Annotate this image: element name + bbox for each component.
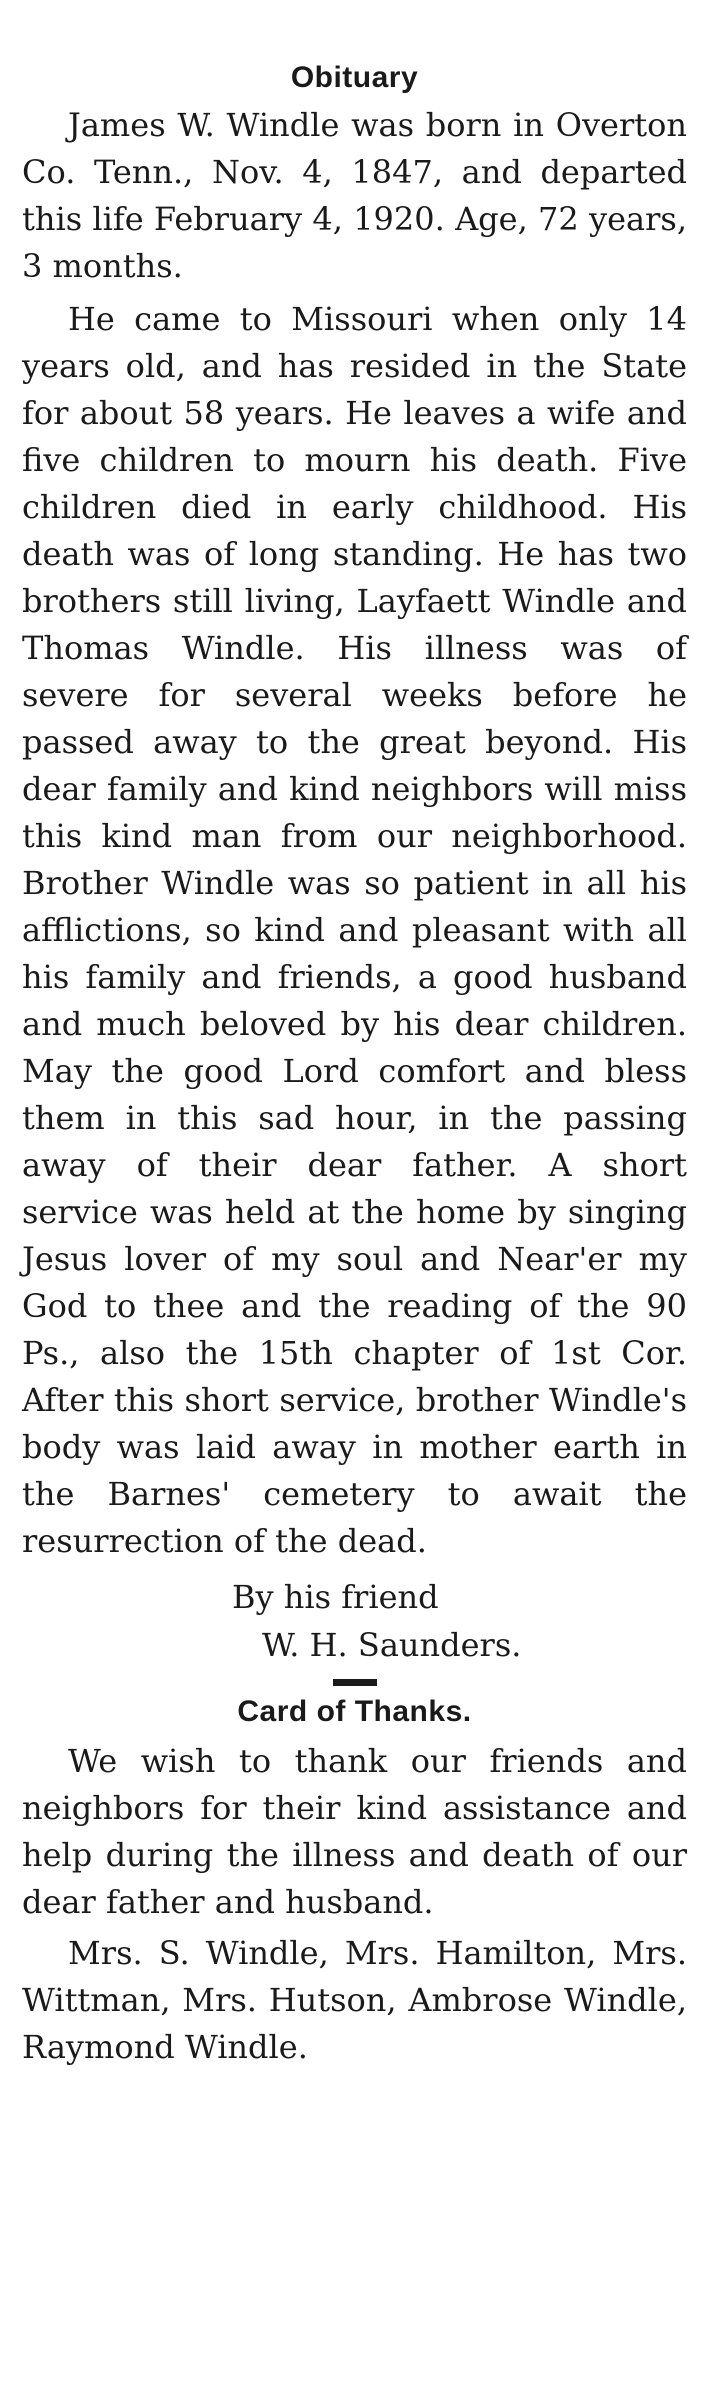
obituary-paragraph-life: He came to Missouri when only 14 years old, and has resided in the State for about 58 years. He leaves a wife and five children to mourn his death. Five children died in early childhood. His death was of long standing. He has two brothers still living, Layfaett Windle and Thomas Windle. His illness was of severe for several weeks before he passed away to the great beyond. His dear family and kind neighbors will miss this kind man from our neighborhood. Brother Windle was so patient in all his afflictions, so kind and pleasant with all his family and friends, a good husband and much beloved by his dear children. May the good Lord comfort and bless them in this sad hour, in the passing away of their dear father. A short service was held at the home by singing Jesus lover of my soul and Near'er my God to thee and the reading of the 90 Ps., also the 15th chapter of 1st Cor. After this short service, brother Windle's body was laid away in mother earth in the Barnes' cemetery to await the resurrection of the dead. <box>22 300 687 1560</box>
obituary-signoff-name: W. H. Saunders. <box>262 1626 522 1664</box>
card-of-thanks-heading: Card of Thanks. <box>237 1695 472 1728</box>
obituary-signoff-line: By his friend <box>232 1578 439 1616</box>
card-of-thanks-signers: Mrs. S. Windle, Mrs. Hamilton, Mrs. Wittman, Mrs. Hutson, Ambrose Windle, Raymond Windle. <box>22 1934 687 2066</box>
card-of-thanks-body: We wish to thank our friends and neighbors for their kind assistance and help during the illness and death of our dear father and husband. <box>22 1742 687 1921</box>
section-divider <box>333 1679 377 1686</box>
obituary-paragraph-birth: James W. Windle was born in Overton Co. Tenn., Nov. 4, 1847, and departed this life February 4, 1920. Age, 72 years, 3 months. <box>22 106 687 285</box>
obituary-heading: Obituary <box>290 61 419 94</box>
